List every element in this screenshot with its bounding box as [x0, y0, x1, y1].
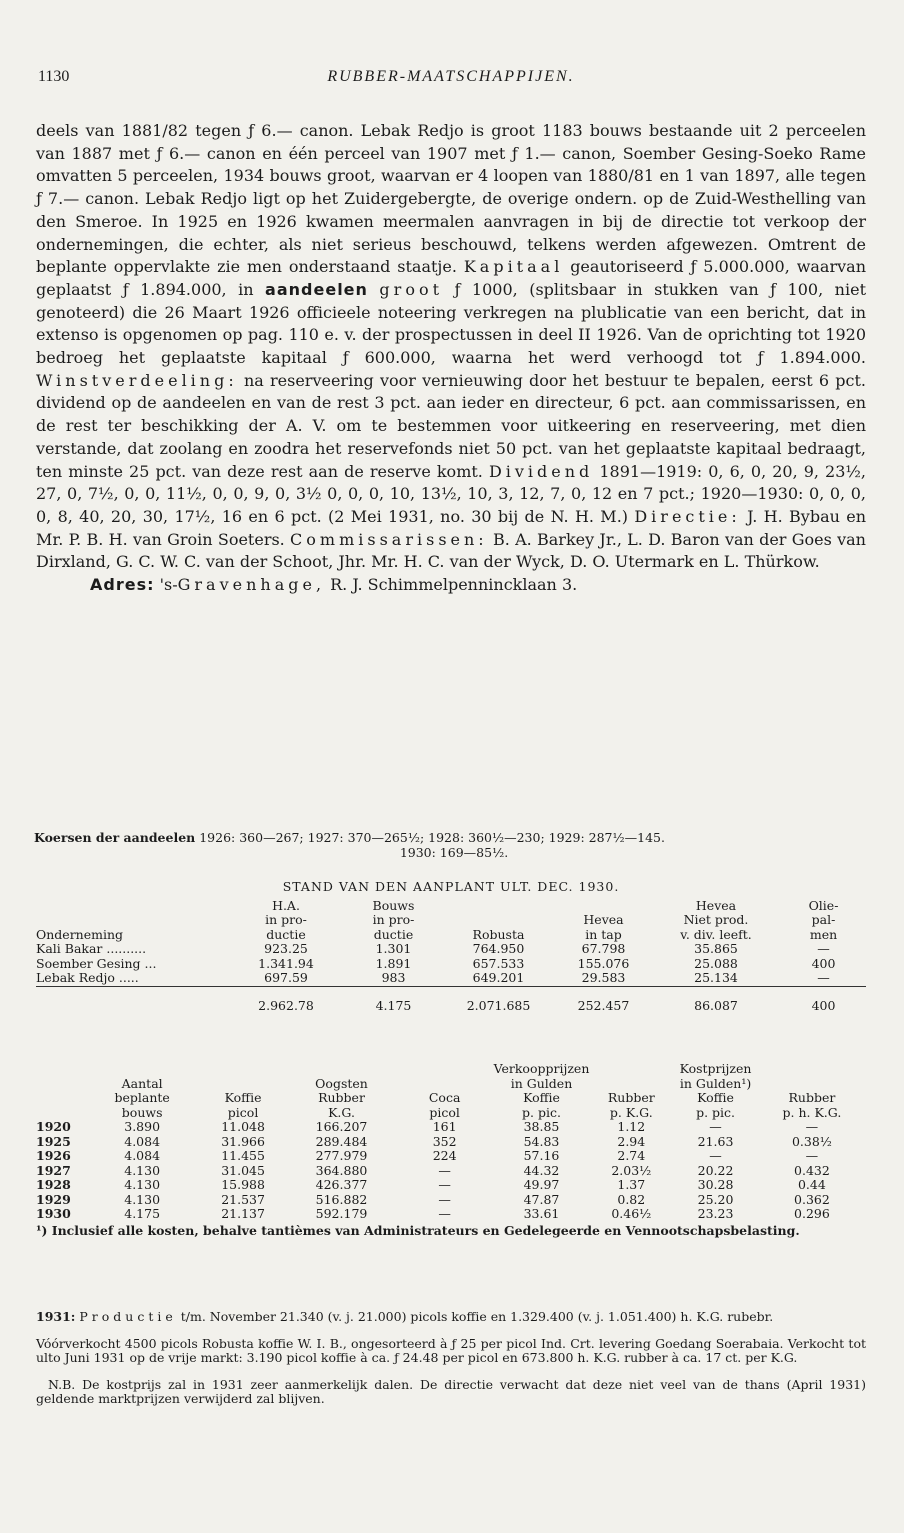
table-cell: 0.296: [794, 1206, 830, 1221]
table-cell: Niet prod.: [683, 912, 749, 927]
table-cell: Kali Bakar ..........: [36, 941, 147, 956]
winstverdeeling-label: Winstverdeeling:: [36, 370, 238, 390]
table-cell: [589, 1077, 673, 1092]
table-row: [36, 957, 866, 972]
table-cell: [86, 1062, 199, 1077]
note-year: 1931:: [36, 1309, 76, 1324]
table-row: [36, 971, 866, 986]
table-cell: 764.950: [472, 941, 525, 956]
table-row: [36, 1149, 866, 1164]
text-p2: geautoriseerd ƒ 5.000.000, waarvan geplaatst ƒ 1.894.000, in: [36, 257, 867, 299]
koersen-line1: 1926: 360—267; 1927: 370—265½; 1928: 360½—230; 1929: 287½—145.: [195, 830, 665, 845]
table-cell: Verkoopprijzen: [493, 1061, 590, 1076]
table-cell: —: [805, 1119, 819, 1134]
table-cell: [199, 1077, 288, 1092]
table-cell: 57.16: [523, 1148, 560, 1163]
table-cell: [36, 986, 226, 1013]
table-cell: 86.087: [651, 986, 781, 1013]
table-header-row: [36, 1106, 866, 1121]
table-cell: [36, 1091, 86, 1106]
table-cell: 1926: [36, 1148, 71, 1163]
table-cell: 289.484: [315, 1133, 368, 1149]
table-cell: 0.44: [797, 1177, 826, 1192]
table-cell: 1925: [36, 1133, 71, 1149]
table-cell: 983: [381, 970, 406, 985]
table-cell: picol: [227, 1104, 259, 1120]
table-cell: 4.084: [124, 1133, 161, 1149]
table-cell: 0.38½: [791, 1133, 832, 1149]
table-cell: 67.798: [581, 941, 626, 956]
adres-city: Gravenhage,: [177, 575, 326, 595]
table-cell: —: [817, 941, 830, 956]
table-cell: 4.130: [124, 1162, 161, 1178]
table-cell: 38.85: [523, 1119, 560, 1134]
table-cell: Olie-: [808, 897, 839, 913]
directie-label: Directie:: [634, 506, 741, 526]
table-cell: Bouws: [372, 897, 415, 913]
table-cell: Koffie: [523, 1090, 560, 1105]
table-cell: p. pic.: [696, 1104, 735, 1120]
dividend-label: Dividend: [488, 461, 594, 481]
table-row: [36, 1135, 866, 1150]
table-cell: 1930: [36, 1206, 71, 1221]
table-cell: 1928: [36, 1177, 71, 1192]
table-cell: 1.12: [617, 1119, 646, 1134]
table-cell: 0.46½: [611, 1206, 652, 1221]
table-cell: 25.20: [697, 1191, 734, 1207]
table-cell: 1929: [36, 1191, 71, 1207]
table-cell: Oogsten: [315, 1075, 368, 1091]
table-cell: 923.25: [264, 941, 308, 956]
table-cell: 31.045: [221, 1162, 265, 1178]
table-cell: in pro-: [372, 912, 415, 927]
table-cell: 592.179: [315, 1206, 368, 1221]
table-cell: p. K.G.: [609, 1104, 653, 1120]
table-cell: 352: [432, 1133, 457, 1149]
table-cell: in Gulden¹): [679, 1075, 752, 1091]
table-cell: —: [438, 1191, 451, 1207]
text-p7: B. A. Barkey Jr., L. D. Baron van der Goes van Dirxland, G. C. W. C. van der Schoot, Jhr. Mr. H. C. van der Wyck, D. O. Utermark en L. Thürkow.: [36, 529, 866, 572]
table-cell: 49.97: [523, 1177, 560, 1192]
commissarissen-label: Commissarissen:: [290, 529, 488, 549]
table-cell: 0.82: [617, 1191, 646, 1207]
table-cell: 1.341.94: [258, 955, 314, 971]
table-cell: 21.537: [221, 1191, 265, 1207]
adres-rest: R. J. Schimmelpennincklaan 3.: [325, 575, 578, 595]
table-cell: 252.457: [556, 986, 651, 1013]
table-cell: 364.880: [315, 1162, 368, 1178]
table-cell: [36, 1077, 86, 1092]
table-cell: 30.28: [697, 1177, 734, 1192]
table-row: [36, 942, 866, 957]
table-cell: [589, 1062, 673, 1077]
page-header: [38, 68, 864, 88]
table-cell: 4.175: [346, 986, 441, 1013]
table-cell: —: [438, 1206, 451, 1221]
table-cell: 4.130: [124, 1177, 161, 1192]
notes-section: [36, 1310, 866, 1419]
table-cell: Koffie: [224, 1090, 262, 1105]
table-header-row: [36, 1091, 866, 1106]
table-cell: 161: [432, 1119, 457, 1134]
table-cell: 2.071.685: [441, 986, 556, 1013]
table-cell: 224: [432, 1148, 457, 1163]
table-cell: 0.432: [794, 1162, 830, 1178]
text-p5: 1891—1919: 0, 6, 0, 20, 9, 23½, 27, 0, 7½, 0, 0, 11½, 0, 0, 9, 0, 3½ 0, 0, 0, 10, 13½, 10, 3, 12, 7, 0, 12 en 7 pct.; 1920—1930: 0, 0, 0, 0, 8, 40, 20, 30, 17½, 16 en 6 pct. (2 Mei 1931, no. 30 bij de N. H. M.): [36, 461, 866, 526]
stand-title: STAND VAN DEN AANPLANT ULT. DEC. 1930.: [282, 879, 620, 894]
table-cell: 426.377: [315, 1177, 368, 1192]
table-cell: 35.865: [694, 941, 738, 956]
company-description: [36, 120, 866, 597]
table-row: [36, 1193, 866, 1208]
table-cell: 31.966: [221, 1133, 265, 1149]
table-row: [36, 1207, 866, 1222]
table-cell: [36, 899, 226, 914]
table-cell: —: [817, 970, 830, 985]
table-cell: 1.37: [617, 1177, 646, 1192]
table-cell: 155.076: [577, 955, 630, 971]
table-cell: 11.048: [221, 1119, 265, 1134]
table-cell: [441, 899, 556, 914]
table-cell: p. pic.: [522, 1104, 561, 1120]
table-cell: 4.130: [124, 1191, 161, 1207]
koersen-label: Koersen der aandeelen: [34, 830, 196, 845]
adres-pre: 's-: [154, 575, 178, 595]
table-cell: 277.979: [315, 1148, 368, 1163]
table-cell: 33.61: [523, 1206, 560, 1221]
table-cell: —: [438, 1162, 451, 1178]
table-cell: H.A.: [272, 897, 300, 913]
table-cell: men: [809, 926, 838, 942]
table-cell: 649.201: [472, 970, 525, 985]
stand-aanplant-section: [36, 880, 866, 1013]
table-row: [36, 1178, 866, 1193]
table-row: [36, 1164, 866, 1179]
text-p3: ƒ 1000, (splitsbaar in stukken van ƒ 100, niet genoteerd) die 26 Maart 1926 officieele noteering verkregen na plublicatie van een bericht, dat in extenso is opgenomen op pag. 110 e. v. der prospectussen in deel II 1926. Van de oprichting tot 1920 bedroeg het geplaatste kapitaal ƒ 600.000, waarna het werd verhoogd tot ƒ 1.894.000.: [36, 279, 866, 368]
table-cell: 516.882: [315, 1191, 368, 1207]
text-p4: na reserveering voor vernieuwing door het bestuur te bepalen, eerst 6 pct. dividend op de aandeelen en van de rest 3 pct. aan ieder en directeur, 6 pct. aan commissarissen, en de rest ter beschikking der A. V. om te bestemmen voor uitkeering en reserveering, met dien verstande, dat zoolang en zoodra het reservefonds niet 50 pct. van het geplaatste kapitaal bedraagt, ten minste 25 pct. van deze rest aan de reserve komt.: [36, 370, 866, 481]
table-cell: 29.583: [581, 970, 626, 985]
table-header-row: [36, 1062, 866, 1077]
table-cell: picol: [429, 1104, 460, 1120]
kapitaal-label: Kapitaal: [463, 257, 564, 277]
table-cell: 21.137: [221, 1206, 265, 1221]
table-cell: 657.533: [472, 955, 525, 971]
table-cell: in Gulden: [510, 1075, 573, 1091]
aandeelen-label: aandeelen: [265, 279, 368, 299]
table-cell: Rubber: [788, 1090, 836, 1105]
table-cell: 0.362: [794, 1191, 830, 1207]
text-p6: J. H. Bybau en Mr. P. B. H. van Groin Soeters.: [36, 506, 867, 549]
table-cell: p. h. K.G.: [782, 1104, 842, 1120]
table-cell: 20.22: [697, 1162, 734, 1178]
table-cell: 54.83: [523, 1133, 560, 1149]
table-cell: [36, 1062, 86, 1077]
text-p1: deels van 1881/82 tegen ƒ 6.— canon. Lebak Redjo is groot 1183 bouws bestaande uit 2 perceelen van 1887 met ƒ 6.— canon en één perceel van 1907 met ƒ 1.— canon, Soember Gesing-Soeko Rame omvatten 5 perceelen, 1934 bouws groot, waarvan er 4 loopen van 1880/81 en 1 van 1897, alle tegen ƒ 7.— canon. Lebak Redjo ligt op het Zuidergebergte, de overige ondern. op de Zuid-Westhelling van den Smeroe. In 1925 en 1926 kwamen meermalen aanvragen in bij de directie tot verkoop der ondernemingen, die echter, als niet serieus beschouwd, telkens werden afgewezen. Omtrent de beplante oppervlakte zie men onderstaand staatje.: [36, 121, 866, 277]
table-total-row: [36, 986, 866, 1013]
table-cell: ductie: [373, 926, 414, 942]
table-cell: [36, 913, 226, 928]
table-cell: 2.962.78: [226, 986, 346, 1013]
table-cell: 1920: [36, 1119, 71, 1134]
production-table: [36, 1062, 866, 1222]
table-cell: 25.134: [694, 970, 738, 985]
table-cell: 11.455: [221, 1148, 265, 1163]
table-cell: 1.301: [375, 941, 412, 956]
table-cell: [396, 1077, 494, 1092]
table-cell: Onderneming: [36, 926, 124, 942]
production-footnote: ¹) Inclusief alle kosten, behalve tantièmes van Administrateurs en Gedelegeerde en Vennootschapsbelasting.: [36, 1222, 800, 1238]
groot-label: groot: [379, 279, 444, 299]
table-cell: Robusta: [472, 926, 525, 942]
table-cell: Koffie: [697, 1090, 734, 1105]
table-cell: [199, 1062, 288, 1077]
table-cell: Hevea: [583, 912, 624, 927]
table-cell: pal-: [811, 912, 836, 927]
note-productie-label: Productie: [79, 1309, 177, 1324]
table-cell: 4.175: [124, 1206, 161, 1221]
table-cell: [441, 913, 556, 928]
table-cell: —: [438, 1177, 451, 1192]
table-cell: Coca: [428, 1090, 461, 1105]
table-cell: 400: [781, 986, 866, 1013]
note-verkocht: Vóórverkocht 4500 picols Robusta koffie W. I. B., ongesorteerd à ƒ 25 per picol Ind. Crt. levering Goedang Soerabaia. Verkocht tot ulto Juni 1931 op de vrije markt: 3.190 picol koffie à ca. ƒ 24.48 per picol en 673.800 h. K.G. rubber à ca. 17 ct. per K.G.: [36, 1335, 866, 1366]
table-cell: —: [805, 1148, 819, 1163]
table-cell: Kostprijzen: [679, 1061, 752, 1076]
table-cell: bouws: [121, 1104, 163, 1120]
table-cell: 3.890: [124, 1119, 161, 1134]
table-cell: 4.084: [124, 1148, 161, 1163]
note-nb: N.B. De kostprijs zal in 1931 zeer aanmerkelijk dalen. De directie verwacht dat deze niet veel van de thans (April 1931) geldende marktprijzen verwijderd zal blijven.: [36, 1376, 866, 1407]
table-cell: 697.59: [264, 970, 308, 985]
table-cell: Lebak Redjo .....: [36, 970, 139, 985]
table-header-row: [36, 1077, 866, 1092]
table-cell: in pro-: [265, 912, 307, 927]
page-number: 1130: [38, 68, 70, 85]
table-cell: 1927: [36, 1162, 71, 1178]
table-cell: in tap: [585, 926, 622, 942]
table-cell: —: [709, 1119, 722, 1134]
table-row: [36, 1120, 866, 1135]
table-cell: 23.23: [697, 1206, 734, 1221]
table-cell: v. div. leeft.: [680, 926, 752, 942]
table-cell: Aantal: [121, 1075, 163, 1091]
table-cell: K.G.: [328, 1104, 355, 1120]
note-productie: [36, 1310, 866, 1325]
table-cell: —: [709, 1148, 722, 1163]
table-cell: 1.891: [375, 955, 412, 971]
table-cell: [758, 1077, 866, 1092]
running-title: RUBBER-MAATSCHAPPIJEN.: [327, 68, 575, 85]
table-cell: 25.088: [694, 955, 738, 971]
table-cell: 47.87: [523, 1191, 560, 1207]
table-cell: 44.32: [523, 1162, 560, 1178]
table-cell: 2.74: [617, 1148, 646, 1163]
table-cell: [556, 899, 651, 914]
table-cell: Soember Gesing ...: [36, 955, 157, 971]
table-cell: [36, 1106, 86, 1121]
table-cell: 15.988: [221, 1177, 265, 1192]
table-cell: Hevea: [695, 897, 737, 913]
table-cell: [287, 1062, 395, 1077]
table-cell: 21.63: [697, 1133, 734, 1149]
table-header-row: [36, 928, 866, 943]
note-productie-text: t/m. November 21.340 (v. j. 21.000) picols koffie en 1.329.400 (v. j. 1.051.400) h. K.G. rubebr.: [176, 1309, 774, 1324]
koersen-section: [34, 830, 874, 860]
adres-label: Adres:: [90, 575, 155, 595]
stand-table: [36, 899, 866, 1014]
koersen-line2: 1930: 169—85½.: [399, 845, 509, 860]
table-cell: Rubber: [318, 1090, 365, 1105]
table-cell: [396, 1062, 494, 1077]
table-cell: 2.94: [617, 1133, 646, 1149]
table-cell: beplante: [114, 1090, 170, 1105]
table-cell: Rubber: [607, 1090, 655, 1105]
table-header-row: [36, 899, 866, 914]
table-cell: ductie: [266, 926, 306, 942]
table-cell: 400: [811, 955, 836, 971]
table-cell: 166.207: [315, 1119, 368, 1134]
table-header-row: [36, 913, 866, 928]
production-section: [36, 1062, 866, 1238]
table-cell: 2.03½: [611, 1162, 652, 1178]
table-cell: [758, 1062, 866, 1077]
